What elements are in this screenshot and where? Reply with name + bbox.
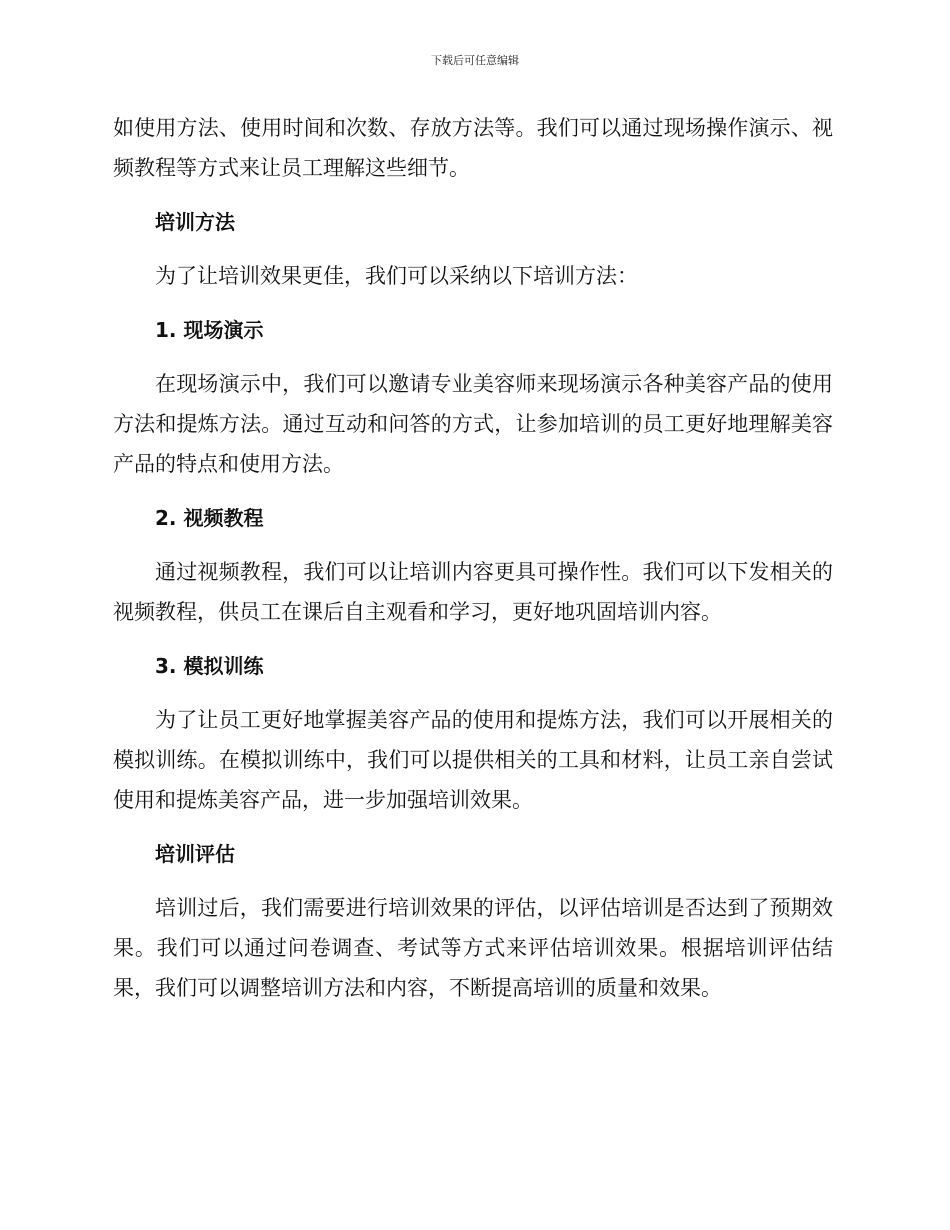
heading-training-evaluation: 培训评估 [155,842,235,866]
paragraph-methods-intro: 为了让培训效果更佳，我们可以采纳以下培训方法： [155,264,638,288]
heading-training-methods: 培训方法 [155,210,235,234]
heading-live-demo: 1. 现场演示 [155,318,264,342]
heading-video-tutorial: 2. 视频教程 [155,506,264,530]
paragraph-live-demo: 在现场演示中，我们可以邀请专业美容师来现场演示各种美容产品的使用方法和提炼方法。通过互动和问答的方式，让参加培训的员工更好地理解美容产品的特点和使用方法。 [113,372,833,476]
document-body [113,108,833,1008]
page-header-note: 下载后可任意编辑 [431,54,519,67]
heading-simulation-training: 3. 模拟训练 [155,654,264,678]
paragraph-simulation-training: 为了让员工更好地掌握美容产品的使用和提炼方法，我们可以开展相关的模拟训练。在模拟训练中，我们可以提供相关的工具和材料，让员工亲自尝试使用和提炼美容产品，进一步加强培训效果。 [113,708,833,812]
paragraph-intro: 如使用方法、使用时间和次数、存放方法等。我们可以通过现场操作演示、视频教程等方式来让员工理解这些细节。 [113,116,833,180]
paragraph-training-evaluation: 培训过后，我们需要进行培训效果的评估，以评估培训是否达到了预期效果。我们可以通过问卷调查、考试等方式来评估培训效果。根据培训评估结果，我们可以调整培训方法和内容，不断提高培训的质量和效果。 [113,896,833,1000]
paragraph-video-tutorial: 通过视频教程，我们可以让培训内容更具可操作性。我们可以下发相关的视频教程，供员工在课后自主观看和学习，更好地巩固培训内容。 [113,560,833,624]
